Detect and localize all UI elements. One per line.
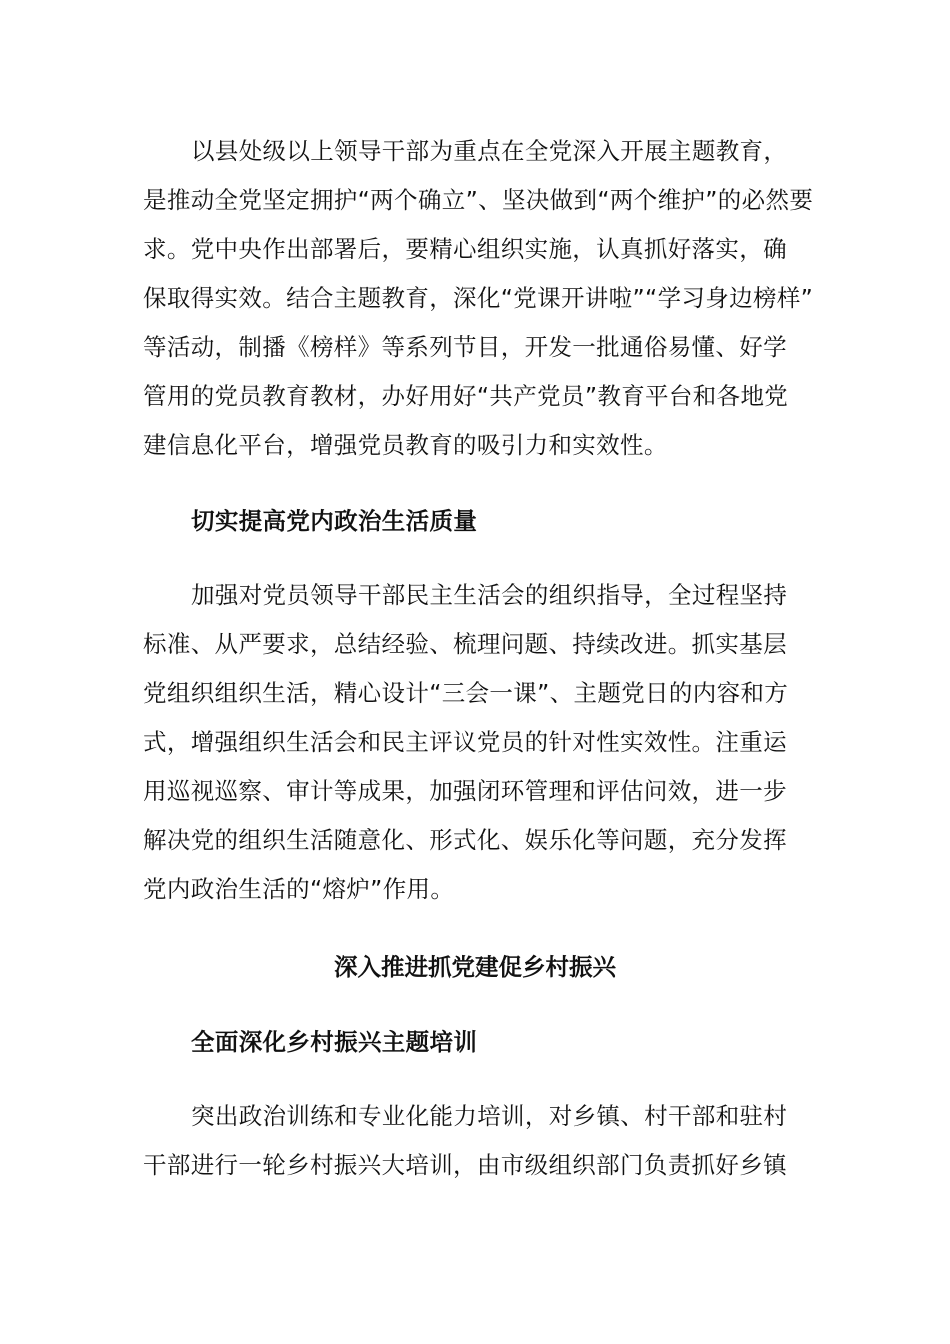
paragraph-line: 建信息化平台，增强党员教育的吸引力和实效性。 — [143, 431, 668, 459]
paragraph-line: 标准、从严要求，总结经验、梳理问题、持续改进。抓实基层 — [143, 630, 787, 658]
section-heading: 全面深化乡村振兴主题培训 — [191, 1028, 478, 1056]
paragraph-line: 党组织组织生活，精心设计“三会一课”、主题党日的内容和方 — [143, 679, 789, 707]
paragraph-line: 加强对党员领导干部民主生活会的组织指导，全过程坚持 — [191, 581, 788, 609]
section-heading: 切实提高党内政治生活质量 — [191, 507, 478, 535]
paragraph-line: 是推动全党坚定拥护“两个确立”、坚决做到“两个维护”的必然要 — [143, 186, 814, 214]
paragraph-line: 党内政治生活的“熔炉”作用。 — [143, 875, 455, 903]
paragraph-line: 干部进行一轮乡村振兴大培训，由市级组织部门负责抓好乡镇 — [143, 1151, 787, 1179]
paragraph-line: 突出政治训练和专业化能力培训，对乡镇、村干部和驻村 — [191, 1102, 788, 1130]
paragraph-line: 式，增强组织生活会和民主评议党员的针对性实效性。注重运 — [143, 728, 787, 756]
paragraph-line: 求。党中央作出部署后，要精心组织实施，认真抓好落实，确 — [143, 235, 787, 263]
paragraph-line: 用巡视巡察、审计等成果，加强闭环管理和评估问效，进一步 — [143, 777, 787, 805]
paragraph-line: 解决党的组织生活随意化、形式化、娱乐化等问题，充分发挥 — [143, 826, 787, 854]
paragraph-line: 等活动，制播《榜样》等系列节目，开发一批通俗易懂、好学 — [143, 333, 787, 361]
section-title: 深入推进抓党建促乡村振兴 — [334, 953, 616, 981]
paragraph-line: 以县处级以上领导干部为重点在全党深入开展主题教育， — [191, 137, 788, 165]
paragraph-line: 保取得实效。结合主题教育，深化“党课开讲啦”“学习身边榜样” — [143, 284, 814, 312]
paragraph-line: 管用的党员教育教材，办好用好“共产党员”教育平台和各地党 — [143, 382, 789, 410]
